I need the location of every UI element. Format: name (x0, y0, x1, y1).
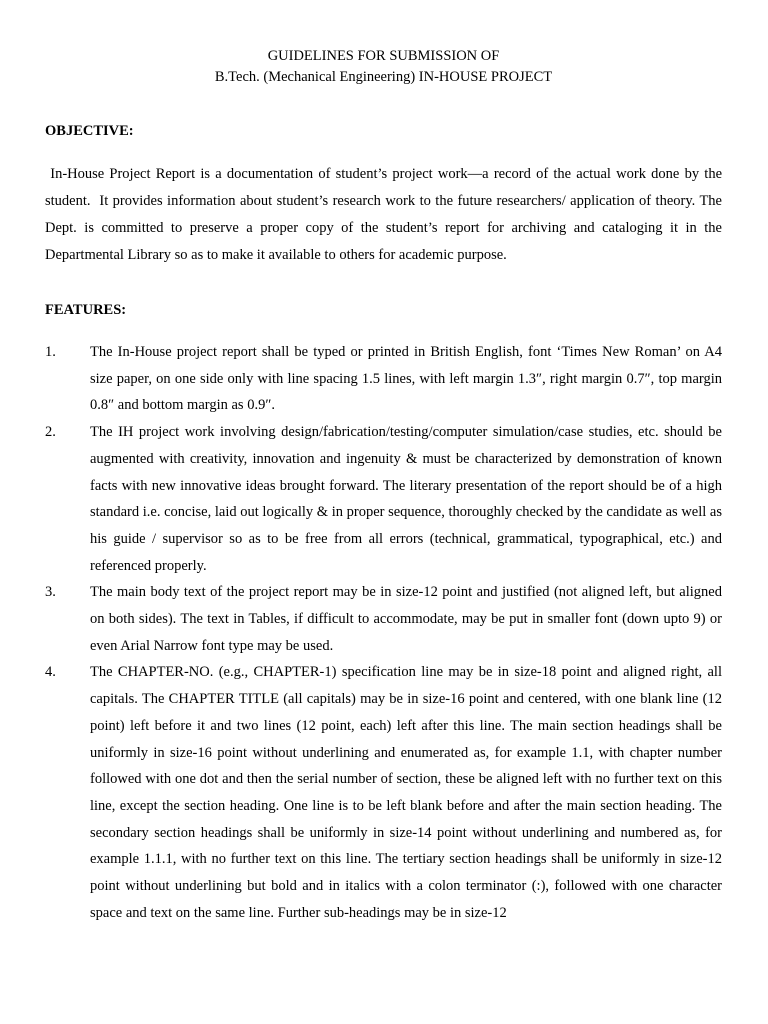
feature-text: The CHAPTER-NO. (e.g., CHAPTER-1) specification line may be in size-18 point and aligned right, all capitals. The CHAPTER TITLE (all capitals) may be in size-16 point and centered, with one blank line (12 point) left before it and two lines (12 point, each) left after this line. The main section headings shall be uniformly in size-16 point without underlining and enumerated as, for example 1.1, with chapter number followed with one dot and then the serial number of section, these be aligned left with no further text on this line, except the section heading. One line is to be left blank before and after the main section heading. The secondary section headings shall be uniformly in size-14 point without underlining and numbered as, for example 1.1.1, with no further text on this line. The tertiary section headings shall be uniformly in size-12 point without underlining but bold and in italics with a colon terminator (:), followed with one character space and text on the same line. Further sub-headings may be in size-12 (90, 664, 722, 921)
feature-item-1 (45, 339, 722, 419)
feature-text: The In-House project report shall be typed or printed in British English, font ‘Times New Roman’ on A4 size paper, on one side only with line spacing 1.5 lines, with left margin 1.3″, right margin 0.7″, top margin 0.8″ and bottom margin as 0.9″. (90, 344, 722, 414)
title-line-2: B.Tech. (Mechanical Engineering) IN-HOUSE PROJECT (214, 69, 553, 85)
feature-text: The main body text of the project report may be in size-12 point and justified (not aligned left, but aligned on both sides). The text in Tables, if difficult to accommodate, may be put in smaller font (down upto 9) or even Arial Narrow font type may be used. (90, 584, 722, 654)
feature-text: The IH project work involving design/fabrication/testing/computer simulation/case studies, etc. should be augmented with creativity, innovation and ingenuity & must be characterized by demonstration of known facts with new innovative ideas brought forward. The literary presentation of the report should be of a high standard i.e. concise, laid out logically & in proper sequence, thoroughly checked by the candidate as well as his guide / supervisor so as to be free from all errors (technical, grammatical, typographical, etc.) and referenced properly. (90, 424, 722, 574)
title-line-1: GUIDELINES FOR SUBMISSION OF (267, 48, 500, 64)
feature-number: 3. (45, 584, 56, 601)
feature-number: 2. (45, 424, 56, 441)
document-page (45, 46, 726, 926)
document-title (45, 46, 722, 88)
objective-paragraph: In-House Project Report is a documentation of student’s project work—a record of the actual work done by the student. It provides information about student’s research work to the future researchers/ application of theory. The Dept. is committed to preserve a proper copy of the student’s report for archiving and cataloging it in the Departmental Library so as to make it available to others for academic purpose. (45, 166, 726, 263)
feature-item-2 (45, 419, 722, 579)
feature-item-3 (45, 579, 722, 659)
feature-number: 1. (45, 344, 56, 360)
features-heading: FEATURES: (45, 302, 127, 318)
features-list (45, 339, 722, 926)
feature-number: 4. (45, 664, 56, 681)
objective-heading: OBJECTIVE: (45, 123, 134, 139)
feature-item-4 (45, 659, 722, 926)
